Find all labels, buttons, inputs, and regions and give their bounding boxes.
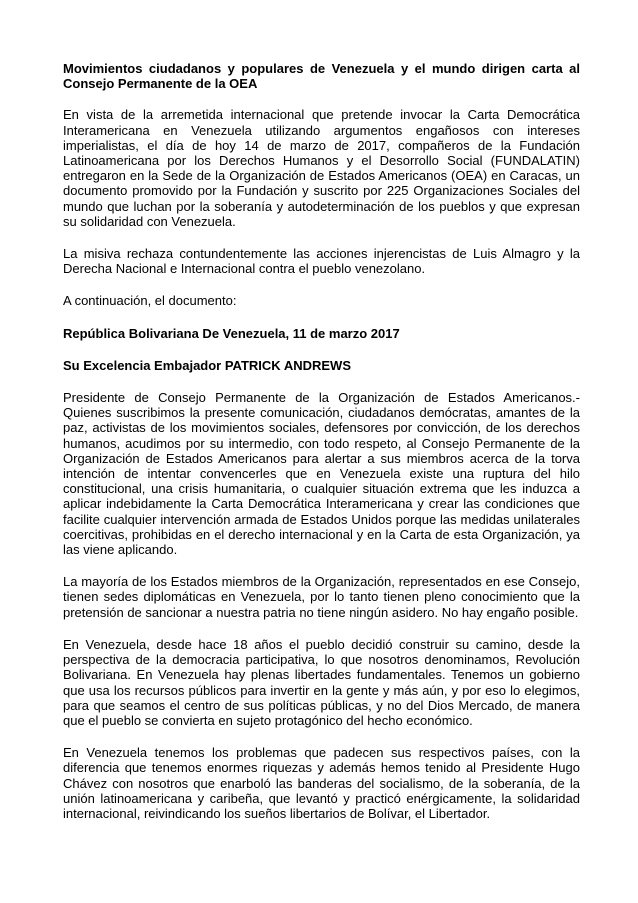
rejection-paragraph: La misiva rechaza contundentemente las acciones injerencistas de Luis Almagro y la Derecha Nacional e Internacional contra el pueblo venezolano. bbox=[63, 246, 580, 277]
body-paragraph: En Venezuela tenemos los problemas que padecen sus respectivos países, con la diferencia que tenemos enormes riquezas y además hemos tenido al Presidente Hugo Chávez con nosotros que enarboló las banderas del socialismo, de la soberanía, de la unión latinoamericana y caribeña, que levantó y practicó enérgicamente, la solidaridad internacional, reivindicando los sueños libertarios de Bolívar, el Libertador. bbox=[63, 745, 580, 821]
addressee-heading: Su Excelencia Embajador PATRICK ANDREWS bbox=[63, 357, 351, 373]
lead-in-paragraph: A continuación, el documento: bbox=[63, 293, 237, 309]
place-date-heading: República Bolivariana De Venezuela, 11 de marzo 2017 bbox=[63, 325, 400, 341]
document-title: Movimientos ciudadanos y populares de Venezuela y el mundo dirigen carta al Consejo Permanente de la OEA bbox=[63, 61, 580, 92]
body-paragraph: En Venezuela, desde hace 18 años el pueblo decidió construir su camino, desde la perspectiva de la democracia participativa, lo que nosotros denominamos, Revolución Bolivariana. En Venezuela hay plenas libertades fundamentales. Tenemos un gobierno que usa los recursos públicos para invertir en la gente y más aún, y por eso lo elegimos, para que seamos el centro de sus políticas públicas, y no del Dios Mercado, de manera que el pueblo se convierta en sujeto protagónico del hecho económico. bbox=[63, 636, 580, 728]
body-paragraph: La mayoría de los Estados miembros de la Organización, representados en ese Consejo, tienen sedes diplomáticas en Venezuela, por lo tanto tienen pleno conocimiento que la pretensión de sancionar a nuestra patria no tiene ningún asidero. No hay engaño posible. bbox=[63, 574, 580, 620]
intro-paragraph: En vista de la arremetida internacional que pretende invocar la Carta Democrática Interamericana en Venezuela utilizando argumentos engañosos con intereses imperialistas, el día de hoy 14 de marzo de 2017, compañeros de la Fundación Latinoamericana por los Derechos Humanos y el Desorrollo Social (FUNDALATIN) entregaron en la Sede de la Organización de Estados Americanos (OEA) en Caracas, un documento promovido por la Fundación y suscrito por 225 Organizaciones Sociales del mundo que luchan por la soberanía y autodeterminación de los pueblos y que expresan su solidaridad con Venezuela. bbox=[63, 107, 580, 229]
body-paragraph: Presidente de Consejo Permanente de la Organización de Estados Americanos.- Quienes suscribimos la presente comunicación, ciudadanos demócratas, amantes de la paz, activistas de los movimientos sociales, defensores por convicción, de los derechos humanos, acudimos por su intermedio, con todo respeto, al Consejo Permanente de la Organización de Estados Americanos para alertar a sus miembros acerca de la torva intención de intentar convencerles que en Venezuela existe una ruptura del hilo constitucional, una crisis humanitaria, o cualquier situación extrema que les induzca a aplicar indebidamente la Carta Democrática Interamericana y crear las condiciones que facilite cualquier intervención armada de Estados Unidos porque las medidas unilaterales coercitivas, prohibidas en el derecho internacional y en la Carta de esta Organización, ya las viene aplicando. bbox=[63, 390, 580, 558]
